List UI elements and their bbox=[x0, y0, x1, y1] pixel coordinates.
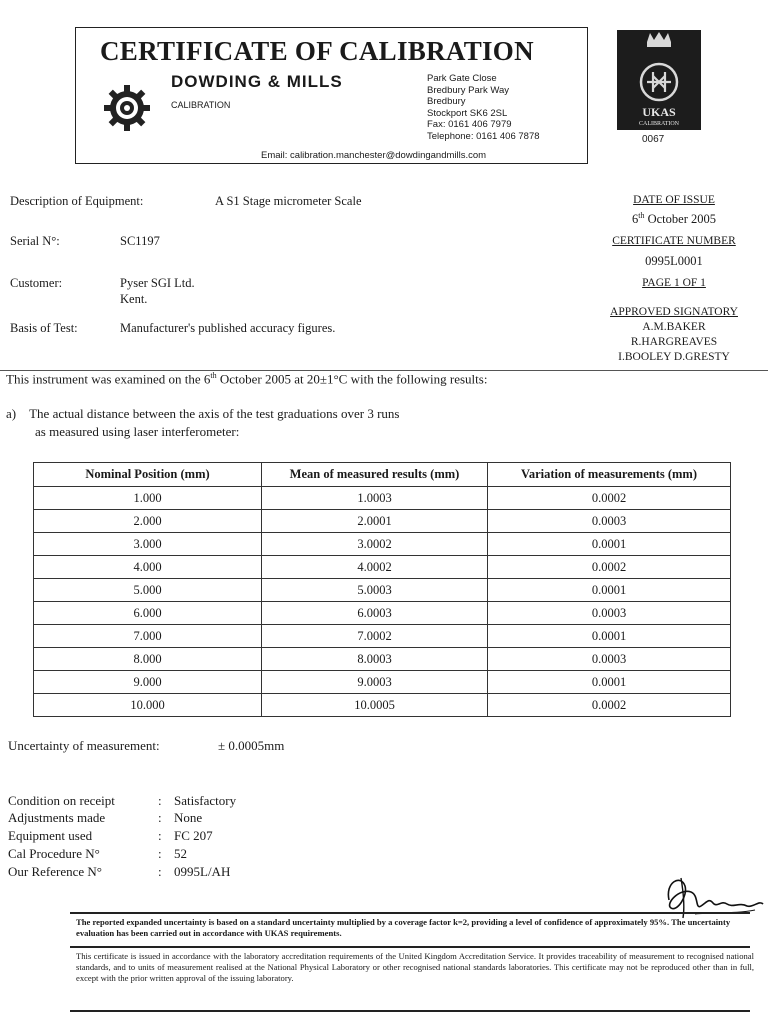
mean-result-cell: 10.0005 bbox=[262, 694, 488, 717]
column-header: Variation of measurements (mm) bbox=[488, 463, 731, 487]
basis-value: Manufacturer's published accuracy figures. bbox=[120, 321, 336, 335]
table-row bbox=[34, 556, 731, 579]
results-table bbox=[33, 462, 731, 717]
table-row bbox=[34, 648, 731, 671]
ukas-badge bbox=[617, 30, 701, 130]
uncertainty-statement: The reported expanded uncertainty is based on a standard uncertainty multiplied by a coverage factor k=2, providing a level of confidence of approximately 95%. The uncertainty evaluation has been carried out in accordance with UKAS requirements. bbox=[76, 917, 731, 938]
condition-label: Condition on receipt bbox=[8, 793, 115, 808]
condition-value: Satisfactory bbox=[174, 793, 237, 808]
serial-label: Serial N°: bbox=[10, 234, 60, 248]
certificate-number-value: 0995L0001 bbox=[645, 254, 703, 268]
signatory-name: I.BOOLEY D.GRESTY bbox=[618, 351, 730, 363]
our-reference-label: Our Reference N° bbox=[8, 864, 102, 879]
table-row bbox=[34, 487, 731, 510]
company-email: Email: calibration.manchester@dowdingandmills.com bbox=[261, 150, 487, 161]
nominal-position-cell: 5.000 bbox=[34, 579, 262, 602]
mean-result-cell: 1.0003 bbox=[262, 487, 488, 510]
our-reference-value: 0995L/AH bbox=[174, 864, 231, 879]
variation-cell: 0.0001 bbox=[488, 533, 731, 556]
table-body bbox=[34, 487, 731, 717]
adjustments-colon: : bbox=[158, 810, 162, 825]
footer-divider bbox=[70, 946, 750, 948]
nominal-position-cell: 4.000 bbox=[34, 556, 262, 579]
nominal-position-cell: 10.000 bbox=[34, 694, 262, 717]
table-row bbox=[34, 579, 731, 602]
variation-cell: 0.0001 bbox=[488, 671, 731, 694]
nominal-position-cell: 3.000 bbox=[34, 533, 262, 556]
column-header: Mean of measured results (mm) bbox=[262, 463, 488, 487]
nominal-position-cell: 8.000 bbox=[34, 648, 262, 671]
ukas-number: 0067 bbox=[642, 134, 665, 145]
cal-procedure-colon: : bbox=[158, 846, 162, 861]
address-line: Stockport SK6 2SL bbox=[427, 107, 508, 119]
mean-result-cell: 3.0002 bbox=[262, 533, 488, 556]
signatory-name: R.HARGREAVES bbox=[630, 336, 718, 348]
certificate-title: CERTIFICATE OF CALIBRATION bbox=[100, 36, 534, 66]
nominal-position-cell: 1.000 bbox=[34, 487, 262, 510]
mean-result-cell: 5.0003 bbox=[262, 579, 488, 602]
variation-cell: 0.0003 bbox=[488, 510, 731, 533]
address-line: Bredbury Park Way bbox=[427, 84, 510, 96]
equipment-used-colon: : bbox=[158, 828, 162, 843]
company-address bbox=[427, 73, 540, 143]
signatory-name: A.M.BAKER bbox=[642, 321, 706, 333]
variation-cell: 0.0003 bbox=[488, 648, 731, 671]
cal-procedure-label: Cal Procedure N° bbox=[8, 846, 100, 861]
basis-label: Basis of Test: bbox=[10, 321, 78, 335]
table-row bbox=[34, 671, 731, 694]
examination-statement: This instrument was examined on the 6th October 2005 at 20±1°C with the following results: bbox=[6, 371, 488, 387]
adjustments-value: None bbox=[174, 810, 203, 825]
item-a-line2: as measured using laser interferometer: bbox=[35, 424, 240, 439]
variation-cell: 0.0002 bbox=[488, 556, 731, 579]
accreditation-statement: This certificate is issued in accordance with the laboratory accreditation requirements of the United Kingdom Accreditation Service. It provides traceability of measurement to recognised national standards, and to units of measurement realised at the National Physical Laboratory or other recognised national standards laboratories. This certificate may not be reproduced other than in full, except with the prior written approval of the issuing laboratory. bbox=[76, 951, 754, 983]
mean-result-cell: 9.0003 bbox=[262, 671, 488, 694]
mean-result-cell: 6.0003 bbox=[262, 602, 488, 625]
company-subtitle: CALIBRATION bbox=[171, 100, 231, 110]
table-header-row bbox=[34, 463, 731, 487]
equipment-used-label: Equipment used bbox=[8, 828, 93, 843]
address-line: Bredbury bbox=[427, 96, 466, 108]
our-reference-colon: : bbox=[158, 864, 162, 879]
variation-cell: 0.0003 bbox=[488, 602, 731, 625]
cal-procedure-value: 52 bbox=[174, 846, 187, 861]
nominal-position-cell: 2.000 bbox=[34, 510, 262, 533]
telephone-line: Telephone: 0161 406 7878 bbox=[427, 130, 540, 142]
fax-line: Fax: 0161 406 7979 bbox=[427, 119, 512, 131]
company-name: DOWDING & MILLS bbox=[171, 72, 343, 91]
table-row bbox=[34, 625, 731, 648]
serial-value: SC1197 bbox=[120, 234, 160, 248]
mean-result-cell: 2.0001 bbox=[262, 510, 488, 533]
uncertainty-label: Uncertainty of measurement: bbox=[8, 738, 160, 753]
ukas-badge-text: UKAS bbox=[642, 105, 676, 119]
mean-result-cell: 8.0003 bbox=[262, 648, 488, 671]
condition-colon: : bbox=[158, 793, 162, 808]
ukas-crown-icon bbox=[617, 30, 701, 130]
date-of-issue-label: DATE OF ISSUE bbox=[633, 194, 715, 206]
ukas-badge-subtext: CALIBRATION bbox=[639, 121, 679, 127]
page-number-label: PAGE 1 OF 1 bbox=[642, 277, 706, 289]
equipment-used-value: FC 207 bbox=[174, 828, 213, 843]
nominal-position-cell: 7.000 bbox=[34, 625, 262, 648]
adjustments-label: Adjustments made bbox=[8, 810, 106, 825]
table-row bbox=[34, 602, 731, 625]
table-row bbox=[34, 694, 731, 717]
customer-value-line2: Kent. bbox=[120, 292, 148, 306]
date-of-issue-value: 6th October 2005 bbox=[632, 211, 716, 227]
certificate-number-label: CERTIFICATE NUMBER bbox=[612, 235, 736, 247]
customer-label: Customer: bbox=[10, 276, 63, 290]
variation-cell: 0.0001 bbox=[488, 625, 731, 648]
uncertainty-value: ± 0.0005mm bbox=[218, 738, 285, 753]
variation-cell: 0.0002 bbox=[488, 694, 731, 717]
equipment-value: A S1 Stage micrometer Scale bbox=[215, 194, 362, 208]
mean-result-cell: 7.0002 bbox=[262, 625, 488, 648]
approved-signatory-label: APPROVED SIGNATORY bbox=[610, 306, 738, 318]
customer-value: Pyser SGI Ltd. bbox=[120, 276, 195, 290]
table-row bbox=[34, 510, 731, 533]
mean-result-cell: 4.0002 bbox=[262, 556, 488, 579]
footer-divider bbox=[70, 1010, 750, 1012]
footer-divider bbox=[70, 912, 750, 914]
dowding-mills-gear-logo bbox=[102, 83, 152, 133]
item-a-line1: a) The actual distance between the axis of the test graduations over 3 runs bbox=[6, 406, 400, 421]
variation-cell: 0.0001 bbox=[488, 579, 731, 602]
address-line: Park Gate Close bbox=[427, 73, 497, 84]
nominal-position-cell: 6.000 bbox=[34, 602, 262, 625]
column-header: Nominal Position (mm) bbox=[34, 463, 262, 487]
nominal-position-cell: 9.000 bbox=[34, 671, 262, 694]
variation-cell: 0.0002 bbox=[488, 487, 731, 510]
equipment-label: Description of Equipment: bbox=[10, 194, 144, 208]
table-row bbox=[34, 533, 731, 556]
